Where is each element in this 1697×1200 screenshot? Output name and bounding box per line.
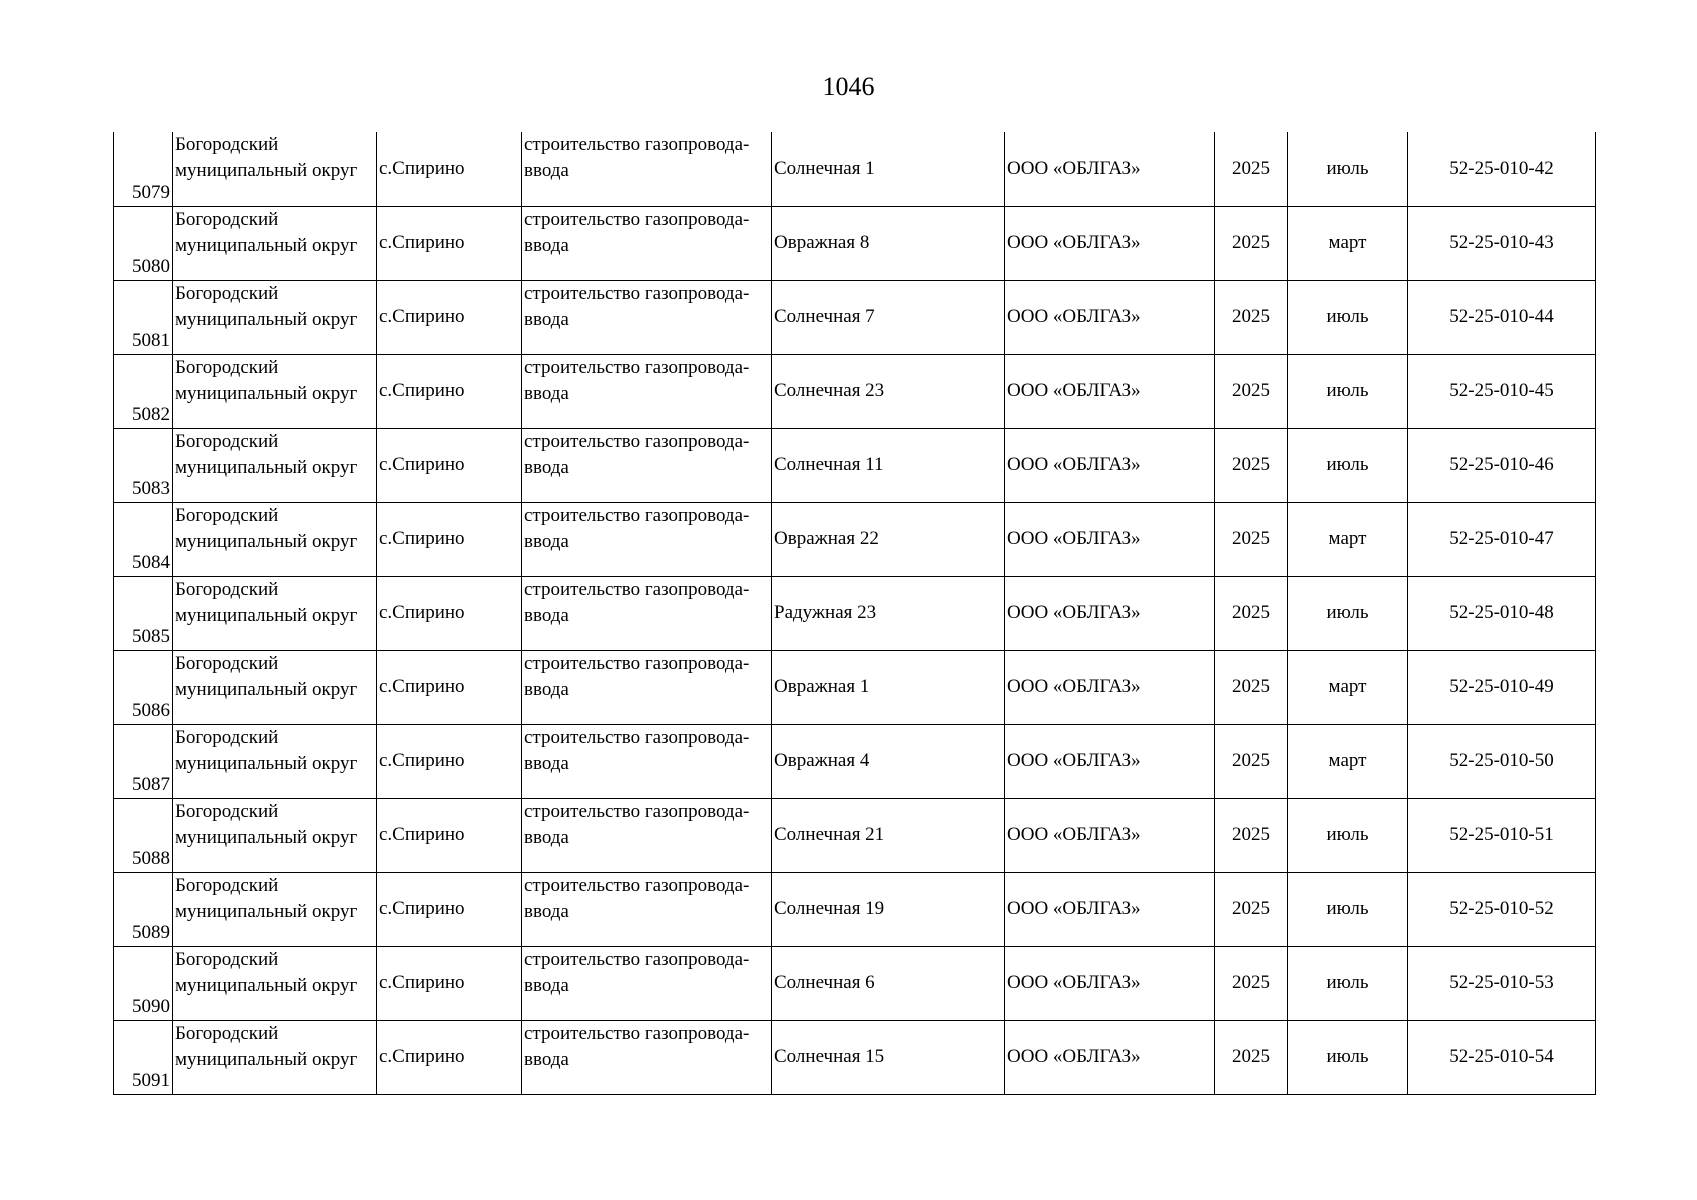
work-type-cell <box>522 1020 772 1094</box>
work-line-1: строительство газопровода- <box>524 874 750 896</box>
village-cell: с.Спирино <box>377 280 522 354</box>
month-cell: июль <box>1288 946 1408 1020</box>
year-cell: 2025 <box>1215 724 1288 798</box>
code-cell: 52-25-010-47 <box>1408 502 1596 576</box>
year-cell: 2025 <box>1215 280 1288 354</box>
code-cell: 52-25-010-49 <box>1408 650 1596 724</box>
district-line-2: муниципальный округ <box>175 604 358 626</box>
code-cell: 52-25-010-44 <box>1408 280 1596 354</box>
work-line-2: ввода <box>524 456 569 478</box>
district-line-1: Богородский <box>175 430 279 452</box>
district-line-1: Богородский <box>175 134 279 155</box>
district-line-2: муниципальный округ <box>175 826 358 848</box>
company-cell: ООО «ОБЛГАЗ» <box>1005 502 1215 576</box>
work-type-cell <box>522 280 772 354</box>
district-line-2: муниципальный округ <box>175 308 358 330</box>
district-cell <box>173 946 377 1020</box>
village-cell: с.Спирино <box>377 206 522 280</box>
district-cell <box>173 1020 377 1094</box>
month-cell: июль <box>1288 428 1408 502</box>
code-cell: 52-25-010-52 <box>1408 872 1596 946</box>
month-cell: март <box>1288 724 1408 798</box>
village-cell: с.Спирино <box>377 354 522 428</box>
company-cell: ООО «ОБЛГАЗ» <box>1005 206 1215 280</box>
district-cell <box>173 132 377 206</box>
address-cell: Овражная 1 <box>772 650 1005 724</box>
work-line-1: строительство газопровода- <box>524 430 750 452</box>
table-row <box>114 280 1596 354</box>
district-line-2: муниципальный округ <box>175 1048 358 1070</box>
address-cell: Солнечная 6 <box>772 946 1005 1020</box>
month-cell: июль <box>1288 354 1408 428</box>
district-line-2: муниципальный округ <box>175 900 358 922</box>
village-cell: с.Спирино <box>377 132 522 206</box>
table-row <box>114 946 1596 1020</box>
work-line-2: ввода <box>524 160 569 181</box>
month-cell: июль <box>1288 872 1408 946</box>
work-line-2: ввода <box>524 752 569 774</box>
work-type-cell <box>522 206 772 280</box>
work-type-cell <box>522 354 772 428</box>
district-line-1: Богородский <box>175 1022 279 1044</box>
district-cell <box>173 872 377 946</box>
work-line-2: ввода <box>524 604 569 626</box>
year-cell: 2025 <box>1215 872 1288 946</box>
district-line-1: Богородский <box>175 504 279 526</box>
work-line-2: ввода <box>524 308 569 330</box>
district-line-1: Богородский <box>175 356 279 378</box>
district-line-2: муниципальный округ <box>175 974 358 996</box>
work-line-2: ввода <box>524 900 569 922</box>
row-number: 5087 <box>114 724 173 798</box>
table-row <box>114 502 1596 576</box>
company-cell: ООО «ОБЛГАЗ» <box>1005 724 1215 798</box>
row-number: 5090 <box>114 946 173 1020</box>
row-number: 5085 <box>114 576 173 650</box>
month-cell: март <box>1288 650 1408 724</box>
company-cell: ООО «ОБЛГАЗ» <box>1005 576 1215 650</box>
table-row <box>114 428 1596 502</box>
village-cell: с.Спирино <box>377 798 522 872</box>
year-cell: 2025 <box>1215 576 1288 650</box>
work-type-cell <box>522 428 772 502</box>
row-number: 5084 <box>114 502 173 576</box>
work-line-1: строительство газопровода- <box>524 578 750 600</box>
work-line-1: строительство газопровода- <box>524 652 750 674</box>
district-line-2: муниципальный округ <box>175 160 358 181</box>
district-line-1: Богородский <box>175 282 279 304</box>
village-cell: с.Спирино <box>377 576 522 650</box>
year-cell: 2025 <box>1215 354 1288 428</box>
code-cell: 52-25-010-50 <box>1408 724 1596 798</box>
address-cell: Радужная 23 <box>772 576 1005 650</box>
address-cell: Солнечная 15 <box>772 1020 1005 1094</box>
district-line-1: Богородский <box>175 800 279 822</box>
work-type-cell <box>522 798 772 872</box>
code-cell: 52-25-010-42 <box>1408 132 1596 206</box>
year-cell: 2025 <box>1215 798 1288 872</box>
work-type-cell <box>522 724 772 798</box>
district-cell <box>173 280 377 354</box>
table-row <box>114 724 1596 798</box>
year-cell: 2025 <box>1215 428 1288 502</box>
district-cell <box>173 502 377 576</box>
district-line-2: муниципальный округ <box>175 456 358 478</box>
district-cell <box>173 206 377 280</box>
work-type-cell <box>522 132 772 206</box>
work-line-1: строительство газопровода- <box>524 726 750 748</box>
code-cell: 52-25-010-45 <box>1408 354 1596 428</box>
code-cell: 52-25-010-48 <box>1408 576 1596 650</box>
table-row <box>114 798 1596 872</box>
table-row <box>114 354 1596 428</box>
district-cell <box>173 724 377 798</box>
district-line-2: муниципальный округ <box>175 752 358 774</box>
work-line-2: ввода <box>524 678 569 700</box>
row-number: 5088 <box>114 798 173 872</box>
work-line-2: ввода <box>524 382 569 404</box>
district-line-1: Богородский <box>175 208 279 230</box>
company-cell: ООО «ОБЛГАЗ» <box>1005 872 1215 946</box>
year-cell: 2025 <box>1215 946 1288 1020</box>
village-cell: с.Спирино <box>377 872 522 946</box>
row-number: 5082 <box>114 354 173 428</box>
company-cell: ООО «ОБЛГАЗ» <box>1005 1020 1215 1094</box>
year-cell: 2025 <box>1215 206 1288 280</box>
work-line-1: строительство газопровода- <box>524 1022 750 1044</box>
district-line-1: Богородский <box>175 874 279 896</box>
code-cell: 52-25-010-43 <box>1408 206 1596 280</box>
address-cell: Солнечная 21 <box>772 798 1005 872</box>
code-cell: 52-25-010-54 <box>1408 1020 1596 1094</box>
address-cell: Солнечная 7 <box>772 280 1005 354</box>
work-type-cell <box>522 946 772 1020</box>
registry-table <box>113 132 1596 1095</box>
work-line-2: ввода <box>524 234 569 256</box>
district-line-2: муниципальный округ <box>175 530 358 552</box>
month-cell: июль <box>1288 1020 1408 1094</box>
village-cell: с.Спирино <box>377 650 522 724</box>
row-number: 5081 <box>114 280 173 354</box>
table-row <box>114 132 1596 206</box>
month-cell: июль <box>1288 132 1408 206</box>
year-cell: 2025 <box>1215 132 1288 206</box>
address-cell: Солнечная 23 <box>772 354 1005 428</box>
district-cell <box>173 798 377 872</box>
work-type-cell <box>522 650 772 724</box>
table-row <box>114 1020 1596 1094</box>
district-cell <box>173 650 377 724</box>
district-line-1: Богородский <box>175 948 279 970</box>
district-line-2: муниципальный округ <box>175 678 358 700</box>
code-cell: 52-25-010-51 <box>1408 798 1596 872</box>
month-cell: март <box>1288 502 1408 576</box>
year-cell: 2025 <box>1215 650 1288 724</box>
registry-body <box>114 132 1596 1094</box>
table-row <box>114 576 1596 650</box>
work-line-1: строительство газопровода- <box>524 208 750 230</box>
work-line-2: ввода <box>524 530 569 552</box>
work-line-2: ввода <box>524 826 569 848</box>
month-cell: июль <box>1288 280 1408 354</box>
table-row <box>114 650 1596 724</box>
company-cell: ООО «ОБЛГАЗ» <box>1005 132 1215 206</box>
month-cell: июль <box>1288 798 1408 872</box>
village-cell: с.Спирино <box>377 428 522 502</box>
row-number: 5080 <box>114 206 173 280</box>
work-line-1: строительство газопровода- <box>524 356 750 378</box>
year-cell: 2025 <box>1215 502 1288 576</box>
village-cell: с.Спирино <box>377 1020 522 1094</box>
company-cell: ООО «ОБЛГАЗ» <box>1005 650 1215 724</box>
table-row <box>114 206 1596 280</box>
page-number: 1046 <box>822 72 875 101</box>
district-line-2: муниципальный округ <box>175 382 358 404</box>
address-cell: Овражная 8 <box>772 206 1005 280</box>
company-cell: ООО «ОБЛГАЗ» <box>1005 798 1215 872</box>
code-cell: 52-25-010-53 <box>1408 946 1596 1020</box>
row-number: 5089 <box>114 872 173 946</box>
address-cell: Овражная 4 <box>772 724 1005 798</box>
company-cell: ООО «ОБЛГАЗ» <box>1005 428 1215 502</box>
code-cell: 52-25-010-46 <box>1408 428 1596 502</box>
address-cell: Солнечная 19 <box>772 872 1005 946</box>
address-cell: Солнечная 1 <box>772 132 1005 206</box>
address-cell: Овражная 22 <box>772 502 1005 576</box>
table-row <box>114 872 1596 946</box>
work-line-1: строительство газопровода- <box>524 948 750 970</box>
village-cell: с.Спирино <box>377 502 522 576</box>
company-cell: ООО «ОБЛГАЗ» <box>1005 354 1215 428</box>
month-cell: июль <box>1288 576 1408 650</box>
work-line-2: ввода <box>524 974 569 996</box>
work-line-1: строительство газопровода- <box>524 282 750 304</box>
work-line-1: строительство газопровода- <box>524 504 750 526</box>
row-number: 5079 <box>114 132 173 206</box>
company-cell: ООО «ОБЛГАЗ» <box>1005 280 1215 354</box>
district-line-1: Богородский <box>175 578 279 600</box>
work-line-1: строительство газопровода- <box>524 134 750 155</box>
company-cell: ООО «ОБЛГАЗ» <box>1005 946 1215 1020</box>
year-cell: 2025 <box>1215 1020 1288 1094</box>
district-line-1: Богородский <box>175 726 279 748</box>
row-number: 5083 <box>114 428 173 502</box>
work-type-cell <box>522 576 772 650</box>
row-number: 5091 <box>114 1020 173 1094</box>
work-line-1: строительство газопровода- <box>524 800 750 822</box>
row-number: 5086 <box>114 650 173 724</box>
district-cell <box>173 354 377 428</box>
village-cell: с.Спирино <box>377 946 522 1020</box>
district-cell <box>173 576 377 650</box>
district-cell <box>173 428 377 502</box>
work-type-cell <box>522 502 772 576</box>
district-line-2: муниципальный округ <box>175 234 358 256</box>
village-cell: с.Спирино <box>377 724 522 798</box>
address-cell: Солнечная 11 <box>772 428 1005 502</box>
district-line-1: Богородский <box>175 652 279 674</box>
work-type-cell <box>522 872 772 946</box>
month-cell: март <box>1288 206 1408 280</box>
work-line-2: ввода <box>524 1048 569 1070</box>
